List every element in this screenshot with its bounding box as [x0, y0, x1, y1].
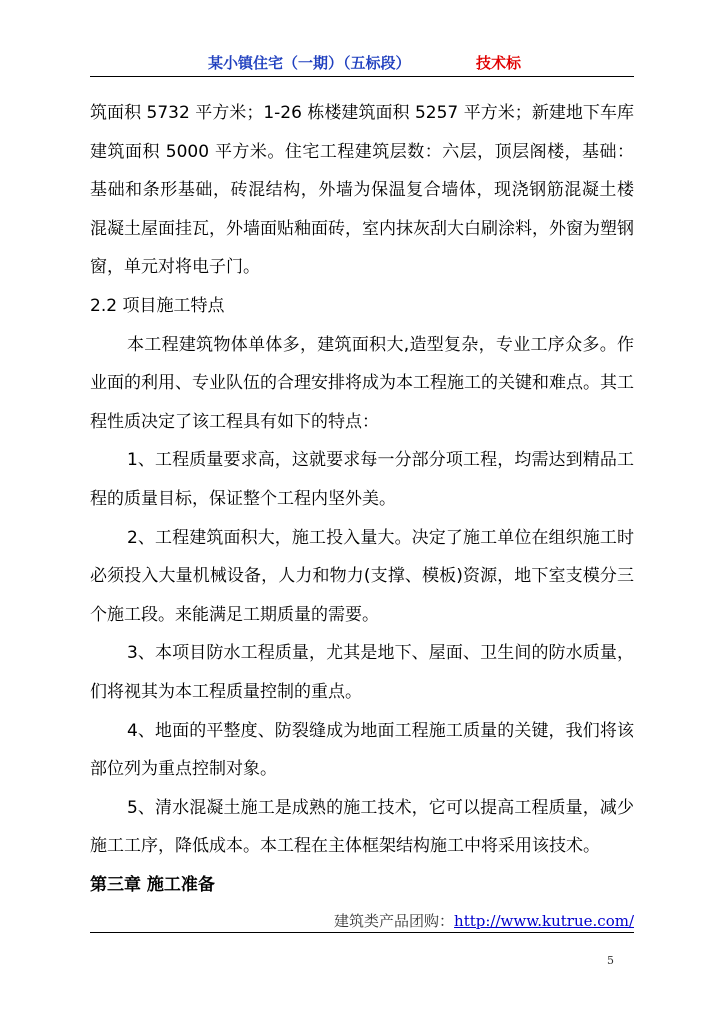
- intro-paragraph: [90, 94, 640, 287]
- section-intro-paragraph: [90, 326, 640, 442]
- list-item: [90, 441, 640, 518]
- text-line: 施工工序，降低成本。本工程在主体框架结构施工中将采用该技术。: [90, 836, 600, 857]
- text-line: 4、地面的平整度、防裂缝成为地面工程施工质量的关键，我们将该: [127, 720, 634, 741]
- list-item: [90, 712, 640, 789]
- text-line: 必须投入大量机械设备，人力和物力(支撑、模板)资源，地下室支模分三: [90, 566, 634, 587]
- list-item: [90, 789, 640, 866]
- footer-label: 建筑类产品团购：: [334, 912, 455, 930]
- text-line: 程性质决定了该工程具有如下的特点：: [90, 411, 379, 432]
- text-line: 1、工程质量要求高，这就要求每一分部分项工程，均需达到精品工: [127, 450, 634, 471]
- footer-link[interactable]: http://www.kutrue.com/: [454, 912, 634, 930]
- text-line: 程的质量目标，保证整个工程内坚外美。: [90, 488, 396, 509]
- section-heading: 2.2 项目施工特点: [90, 295, 225, 316]
- text-line: 5、清水混凝土施工是成熟的施工技术，它可以提高工程质量，减少: [127, 797, 634, 818]
- page-footer: [90, 906, 634, 933]
- text-line: 部位列为重点控制对象。: [90, 759, 277, 780]
- text-line: 2、工程建筑面积大，施工投入量大。决定了施工单位在组织施工时: [127, 527, 634, 548]
- document-title: 某小镇住宅（一期）（五标段）: [208, 54, 411, 72]
- text-line: 混凝土屋面挂瓦，外墙面贴釉面砖，室内抹灰刮大白刷涂料，外窗为塑钢: [90, 218, 634, 239]
- page-header: [90, 50, 634, 77]
- page-number: 5: [607, 954, 614, 967]
- chapter-heading: 第三章 施工准备: [90, 874, 215, 895]
- text-line: 们将视其为本工程质量控制的重点。: [90, 681, 362, 702]
- text-line: 建筑面积 5000 平方米。住宅工程建筑层数：六层，顶层阁楼，基础：: [90, 141, 634, 162]
- text-line: 个施工段。来能满足工期质量的需要。: [90, 604, 379, 625]
- list-item: [90, 519, 640, 635]
- text-line: 3、本项目防水工程质量，尤其是地下、屋面、卫生间的防水质量，: [127, 643, 634, 664]
- text-line: 基础和条形基础，砖混结构，外墙为保温复合墙体，现浇钢筋混凝土楼: [90, 180, 634, 201]
- document-tag: 技术标: [476, 54, 522, 72]
- document-body: [90, 94, 640, 904]
- text-line: 筑面积 5732 平方米；1-26 栋楼建筑面积 5257 平方米；新建地下车库: [90, 103, 634, 123]
- text-line: 本工程建筑物体单体多，建筑面积大,造型复杂，专业工序众多。作: [127, 334, 634, 355]
- list-item: [90, 634, 640, 711]
- footer-text: [334, 910, 634, 931]
- text-line: 窗，单元对将电子门。: [90, 257, 260, 278]
- text-line: 业面的利用、专业队伍的合理安排将成为本工程施工的关键和难点。其工: [90, 373, 634, 394]
